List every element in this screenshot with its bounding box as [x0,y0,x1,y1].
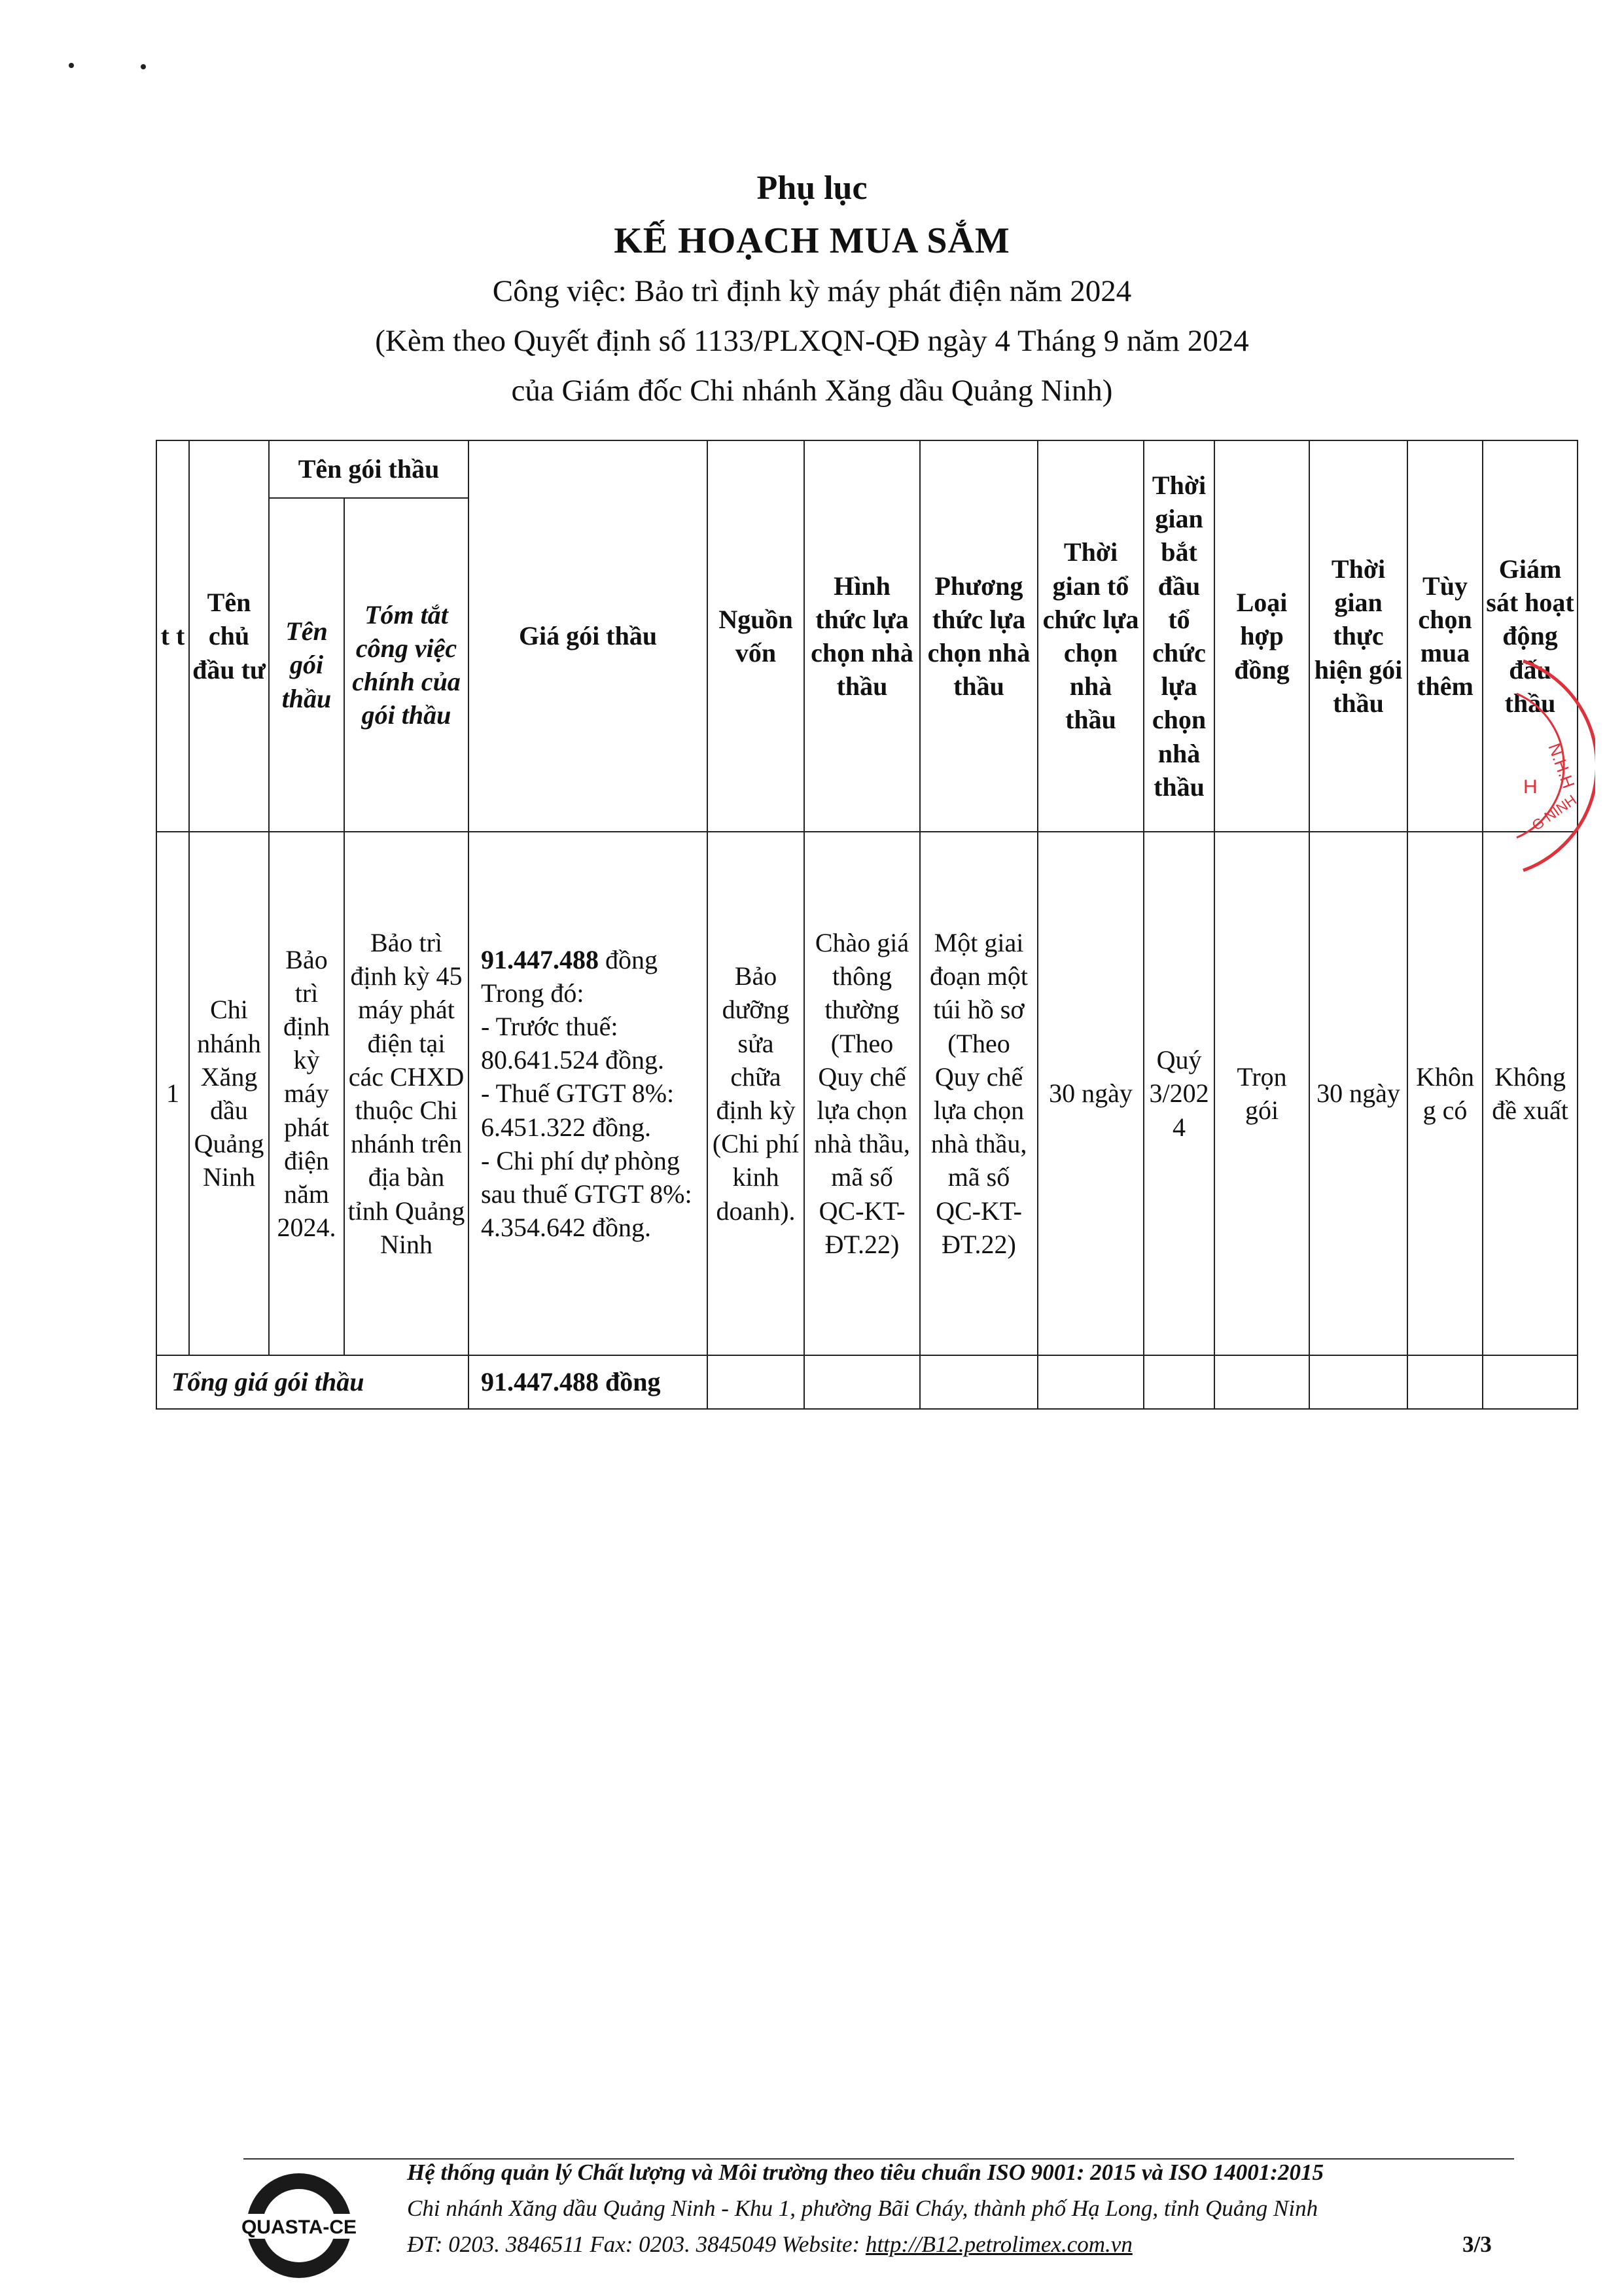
footer-website-link[interactable]: http://B12.petrolimex.com.vn [865,2232,1133,2257]
total-value: 91.447.488 đồng [468,1355,707,1409]
seal-lettering: G NINH [1528,791,1580,834]
footer-address-line: Chi nhánh Xăng dầu Quảng Ninh - Khu 1, phường Bãi Cháy, thành phố Hạ Long, tỉnh Quảng Ninh [407,2196,1318,2221]
cell-exec-time: 30 ngày [1309,832,1407,1355]
footer-iso-line: Hệ thống quản lý Chất lượng và Môi trường theo tiêu chuẩn ISO 9001: 2015 và ISO 14001:2015 [407,2160,1324,2185]
header-summary: Tóm tắt công việc chính của gói thầu [344,498,468,832]
header-tt: t t [156,440,189,832]
total-label: Tổng giá gói thầu [156,1355,468,1409]
cell-org-time: 30 ngày [1038,832,1144,1355]
total-empty-cell [1144,1355,1214,1409]
scan-dot [69,63,74,68]
cell-source: Bảo dưỡng sửa chữa định kỳ (Chi phí kinh doanh). [707,832,804,1355]
header-start-time: Thời gian bắt đầu tổ chức lựa chọn nhà thầu [1144,440,1214,832]
logo-text: QUASTA-CE [241,2216,357,2238]
cell-package-name: Bảo trì định kỳ máy phát điện năm 2024. [269,832,344,1355]
quasta-ce-logo [239,2163,360,2284]
total-empty-cell [804,1355,920,1409]
total-empty-cell [707,1355,804,1409]
cell-summary: Bảo trì định kỳ 45 máy phát điện tại các CHXD thuộc Chi nhánh trên địa bàn tỉnh Quảng Ninh [344,832,468,1355]
header-method: Phương thức lựa chọn nhà thầu [920,440,1038,832]
price-total-unit: đồng [605,944,658,974]
total-empty-cell [1407,1355,1483,1409]
price-before-tax: - Trước thuế: 80.641.524 đồng. [481,1012,665,1075]
total-empty-cell [1038,1355,1144,1409]
footer-contact-prefix: ĐT: 0203. 3846511 Fax: 0203. 3845049 Website: [407,2232,866,2257]
seal-lettering: H [1523,776,1538,798]
header-exec-time: Thời gian thực hiện gói thầu [1309,440,1407,832]
price-total-value: 91.447.488 [481,944,599,974]
header-supervision: Giám sát hoạt động đấu thầu [1483,440,1578,832]
cell-tt: 1 [156,832,189,1355]
total-empty-cell [1309,1355,1407,1409]
price-of-which: Trong đó: [481,978,584,1008]
total-empty-cell [1214,1355,1309,1409]
header-form: Hình thức lựa chọn nhà thầu [804,440,920,832]
scan-marks [69,60,160,73]
cell-option: Không có [1407,832,1483,1355]
cell-method: Một giai đoạn một túi hồ sơ (Theo Quy chế lựa chọn nhà thầu, mã số QC-KT-ĐT.22) [920,832,1038,1355]
cell-supervision: Không đề xuất [1483,832,1578,1355]
page-number: 3/3 [1462,2232,1492,2257]
cell-form: Chào giá thông thường (Theo Quy chế lựa chọn nhà thầu, mã số QC-KT-ĐT.22) [804,832,920,1355]
table-row [156,832,1578,1355]
total-empty-cell [920,1355,1038,1409]
appendix-title: Phụ lục [756,169,868,207]
subtitle-work: Công việc: Bảo trì định kỳ máy phát điện năm 2024 [492,274,1132,308]
subtitle-issuer: của Giám đốc Chi nhánh Xăng dầu Quảng Ninh) [511,374,1113,408]
header-source: Nguồn vốn [707,440,804,832]
cell-price [468,832,707,1355]
document-title: KẾ HOẠCH MUA SẮM [614,221,1010,261]
subtitle-decision: (Kèm theo Quyết định số 1133/PLXQN-QĐ ngày 4 Tháng 9 năm 2024 [375,324,1249,358]
cell-investor: Chi nhánh Xăng dầu Quảng Ninh [189,832,269,1355]
header-investor: Tên chủ đầu tư [189,440,269,832]
total-empty-cell [1483,1355,1578,1409]
header-package-name: Tên gói thầu [269,498,344,832]
price-total-line [481,943,704,976]
seal-lettering: N.H.H [1544,740,1579,791]
price-contingency: - Chi phí dự phòng sau thuế GTGT 8%: 4.354.642 đồng. [481,1145,692,1243]
cell-contract-type: Trọn gói [1214,832,1309,1355]
cell-start-time: Quý 3/2024 [1144,832,1214,1355]
header-price: Giá gói thầu [468,440,707,832]
procurement-plan-table [156,440,1578,1410]
header-package-group: Tên gói thầu [269,440,468,498]
header-contract-type: Loại hợp đồng [1214,440,1309,832]
header-org-time: Thời gian tổ chức lựa chọn nhà thầu [1038,440,1144,832]
price-vat: - Thuế GTGT 8%: 6.451.322 đồng. [481,1078,675,1142]
red-seal-stamp [1497,648,1595,883]
scan-dot [141,64,146,69]
header-option: Tùy chọn mua thêm [1407,440,1483,832]
footer-contact-line [407,2232,1133,2258]
total-row [156,1355,1578,1409]
